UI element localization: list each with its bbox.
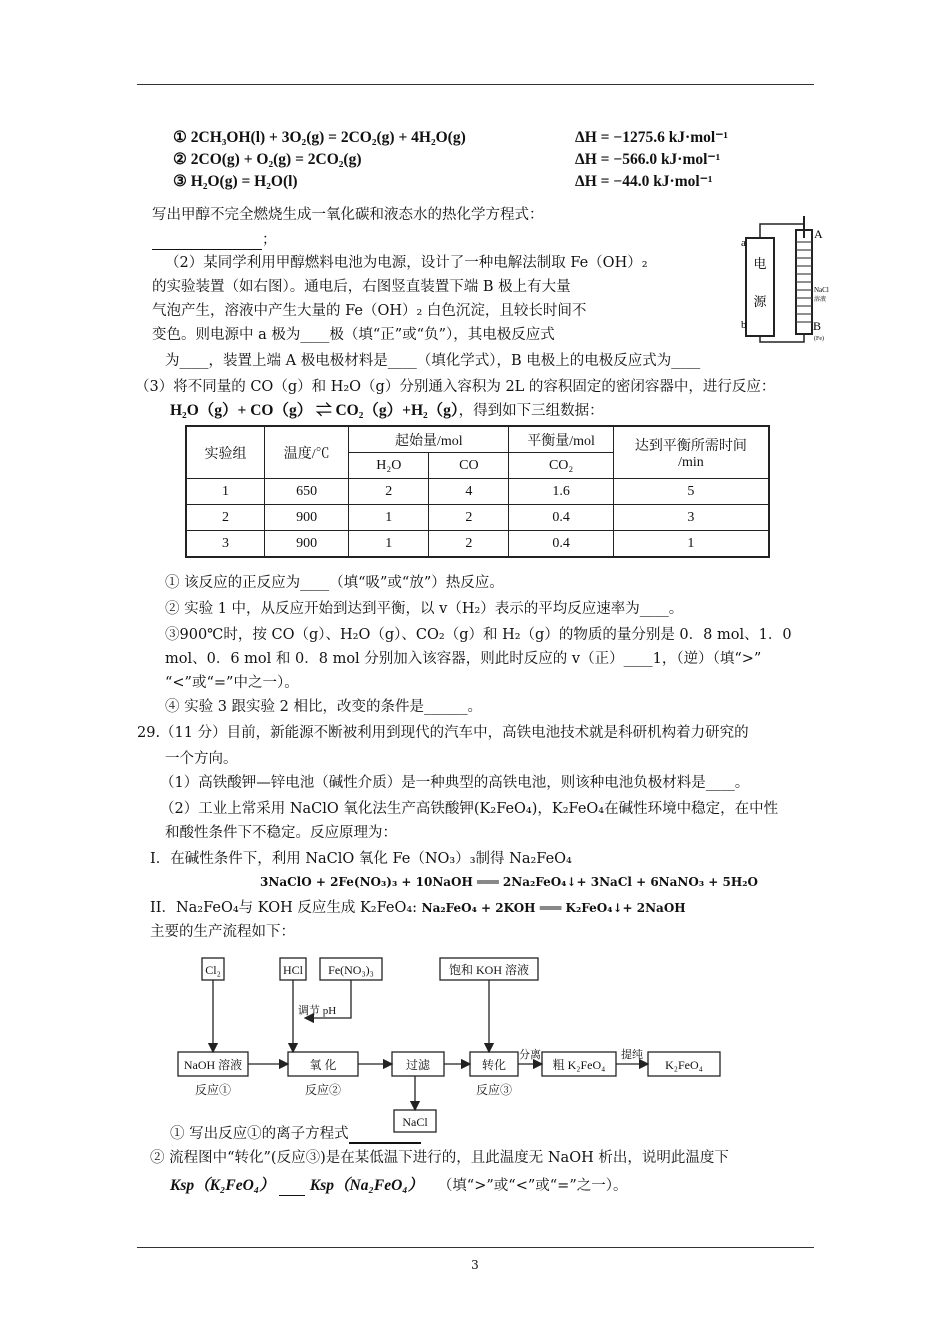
table-cell: 650 <box>265 479 349 505</box>
flow-nacl: NaCl <box>402 1115 428 1129</box>
tube-hatching <box>796 242 812 322</box>
table-cell: 2 <box>186 505 265 531</box>
flow-filter: 过滤 <box>405 1058 431 1072</box>
label-nacl: NaCl <box>814 286 829 294</box>
flow-separate: 分离 <box>519 1049 541 1061</box>
q2-line2: 的实验装置（如右图）。通电后，右图竖直装置下端 B 极上有大量 <box>152 279 571 295</box>
table-row <box>186 531 769 558</box>
flow-adjust-ph: 调节 pH <box>298 1005 337 1017</box>
header-eq: 平衡量/mol <box>509 426 613 453</box>
q3-s3b: mol、0．6 mol 和 0．8 mol 分别加入该容器，则此时反应的 v（正）____1，（逆）（填“>” <box>165 651 762 667</box>
q1-prompt: 写出甲醇不完全燃烧生成一氧化碳和液态水的热化学方程式： <box>152 207 544 223</box>
q2-line4: 变色。则电源中 a 极为____极（填“正”或“负”），其电极反应式 <box>152 327 555 343</box>
table-cell: 2 <box>349 479 429 505</box>
flow-koh: 饱和 KOH 溶液 <box>449 963 529 977</box>
table-cell: 5 <box>613 479 769 505</box>
table-cell: 2 <box>429 531 509 558</box>
flow-r1: 反应① <box>194 1083 232 1097</box>
q29-p2a: （2）工业上常采用 NaClO 氧化法生产高铁酸钾(K₂FeO₄)，K₂FeO₄在碱性环境中稳定，在中性 <box>160 801 779 817</box>
table-cell: 0.4 <box>509 531 613 558</box>
table-row <box>186 479 769 505</box>
flow-naoh: NaOH 溶液 <box>183 1058 243 1072</box>
final-ksp-line <box>170 1176 628 1196</box>
power-char-1: 电 <box>753 256 767 271</box>
q29-ii-line <box>150 898 686 918</box>
flow-r3: 反应③ <box>475 1083 513 1097</box>
page-number: 3 <box>471 1258 479 1272</box>
table-cell: 2 <box>429 505 509 531</box>
q3-reaction: H₂O（g）+ CO（g） ⇌ CO₂（g）+H₂（g） <box>170 402 459 419</box>
table-cell: 1 <box>349 531 429 558</box>
header-start: 起始量/mol <box>349 426 509 453</box>
power-char-2: 源 <box>753 294 767 309</box>
label-b: b <box>741 319 747 331</box>
equation-1: ① 2CH₃OH(l) + 3O₂(g) = 2CO₂(g) + 4H₂O(g) <box>173 129 466 146</box>
q2-line3: 气泡产生，溶液中产生大量的 Fe（OH）₂ 白色沉淀，且较长时间不 <box>152 303 587 319</box>
final-f1: ① 写出反应①的离子方程式 <box>170 1126 349 1142</box>
flow-cl2: Cl₂ <box>205 963 221 977</box>
enthalpy-2: ΔH = −566.0 kJ·mol⁻¹ <box>575 151 721 168</box>
answer-blank[interactable] <box>349 1127 421 1144</box>
answer-blank[interactable] <box>279 1180 305 1196</box>
bottom-rule <box>137 1247 814 1248</box>
q29-flow-intro: 主要的生产流程如下： <box>150 924 295 940</box>
header-h2o: H₂O <box>349 453 429 479</box>
table-cell: 0.4 <box>509 505 613 531</box>
final-f2: ② 流程图中“转化”(反应③)是在某低温下进行的，且此温度无 NaOH 析出，说明此温度下 <box>150 1150 729 1166</box>
table-cell: 3 <box>186 531 265 558</box>
enthalpy-1: ΔH = −1275.6 kJ·mol⁻¹ <box>575 129 729 146</box>
q3-line1: （3）将不同量的 CO（g）和 H₂O（g）分别通入容积为 2L 的容积固定的密闭容器中，进行反应： <box>135 379 776 395</box>
label-nacl-solution: 溶液 <box>814 297 827 303</box>
semicolon: ； <box>262 232 277 248</box>
electrolysis-apparatus <box>738 216 829 344</box>
q3-reaction-line <box>170 401 604 421</box>
answer-blank[interactable] <box>152 234 262 250</box>
q29-head2: 一个方向。 <box>165 751 238 767</box>
q3-s2: ② 实验 1 中，从反应开始到达到平衡，以 v（H₂）表示的平均反应速率为____。 <box>165 601 684 617</box>
q3-reaction-tail: ，得到如下三组数据： <box>458 403 604 419</box>
q29-p2b: 和酸性条件下不稳定。反应原理为： <box>165 825 397 841</box>
table-cell: 1 <box>186 479 265 505</box>
q29-p1: （1）高铁酸钾—锌电池（碱性介质）是一种典型的高铁电池，则该种电池负极材料是____。 <box>160 775 750 791</box>
flow-hcl: HCl <box>282 963 304 977</box>
q3-s3c: “<”或“=”中之一）。 <box>165 675 299 691</box>
q29-ii-text: II．Na₂FeO₄与 KOH 反应生成 K₂FeO₄: <box>150 900 418 916</box>
flow-pure: K₂FeO₄ <box>665 1058 703 1072</box>
ksp-na2feo4: Ksp（Na₂FeO₄） <box>309 1177 424 1194</box>
power-box <box>746 238 774 336</box>
flow-crude: 粗 K₂FeO₄ <box>552 1058 606 1072</box>
label-B: B <box>813 319 822 333</box>
ksp-k2feo4: Ksp（K₂FeO₄） <box>170 1177 275 1194</box>
flow-r2: 反应② <box>304 1083 342 1097</box>
label-a: a <box>741 237 746 249</box>
flow-oxidation: 氧 化 <box>309 1058 337 1072</box>
q29-ii-equation: Na₂FeO₄ + 2KOH ═══ K₂FeO₄↓+ 2NaOH <box>421 901 686 915</box>
header-group: 实验组 <box>186 426 265 479</box>
equation-3: ③ H₂O(g) = H₂O(l) <box>173 173 298 190</box>
table-cell: 900 <box>265 505 349 531</box>
table-cell: 1 <box>613 531 769 558</box>
q3-s4: ④ 实验 3 跟实验 2 相比，改变的条件是______。 <box>165 699 482 715</box>
header-time-text: 达到平衡所需时间 <box>634 438 747 454</box>
table-header-row <box>186 426 769 453</box>
data-table <box>185 425 770 558</box>
equation-2: ② 2CO(g) + O₂(g) = 2CO₂(g) <box>173 151 362 168</box>
q2-line1: （2）某同学利用甲醇燃料电池为电源，设计了一种电解法制取 Fe（OH）₂ <box>165 255 648 271</box>
header-temp: 温度/℃ <box>265 426 349 479</box>
table-row <box>186 505 769 531</box>
label-A: A <box>814 227 823 241</box>
table-cell: 1.6 <box>509 479 613 505</box>
label-Bfe: (Fe) <box>814 336 824 342</box>
flow-purify: 提纯 <box>621 1049 643 1061</box>
q29-i-equation: 3NaClO + 2Fe(NO₃)₃ + 10NaOH ═══ 2Na₂FeO₄↓+ 3NaCl + 6NaNO₃ + 5H₂O <box>260 875 758 889</box>
flow-arrows <box>213 980 648 1110</box>
flow-feno3: Fe(NO₃)₃ <box>328 963 374 977</box>
enthalpy-3: ΔH = −44.0 kJ·mol⁻¹ <box>575 173 713 190</box>
q3-s3a: ③900℃时，按 CO（g）、H₂O（g）、CO₂（g）和 H₂（g）的物质的量分别是 0．8 mol、1．0 <box>165 627 792 643</box>
q29-i-line: I．在碱性条件下，利用 NaClO 氧化 Fe（NO₃）₃制得 Na₂FeO₄ <box>150 851 572 867</box>
q29-head: 29.（11 分）目前，新能源不断被利用到现代的汽车中，高铁电池技术就是科研机构着力研究的 <box>137 725 749 741</box>
header-time <box>613 426 769 479</box>
header-time-unit: /min <box>678 454 704 470</box>
production-flowchart <box>170 948 730 1129</box>
final-f1-line <box>170 1124 421 1144</box>
table-cell: 1 <box>349 505 429 531</box>
table-cell: 900 <box>265 531 349 558</box>
q2-line5: 为____，装置上端 A 极电极材料是____（填化学式），B 电极上的电极反应式为____ <box>165 353 701 369</box>
flow-convert: 转化 <box>481 1058 507 1072</box>
header-co2: CO₂ <box>509 453 613 479</box>
q3-s1: ① 该反应的正反应为____（填“吸”或“放”）热反应。 <box>165 575 504 591</box>
table-cell: 4 <box>429 479 509 505</box>
top-rule <box>137 84 814 85</box>
table-cell: 3 <box>613 505 769 531</box>
header-co: CO <box>429 453 509 479</box>
final-f3: （填“>”或“<”或“=”之一）。 <box>437 1178 628 1194</box>
q1-answer-line <box>152 230 277 250</box>
